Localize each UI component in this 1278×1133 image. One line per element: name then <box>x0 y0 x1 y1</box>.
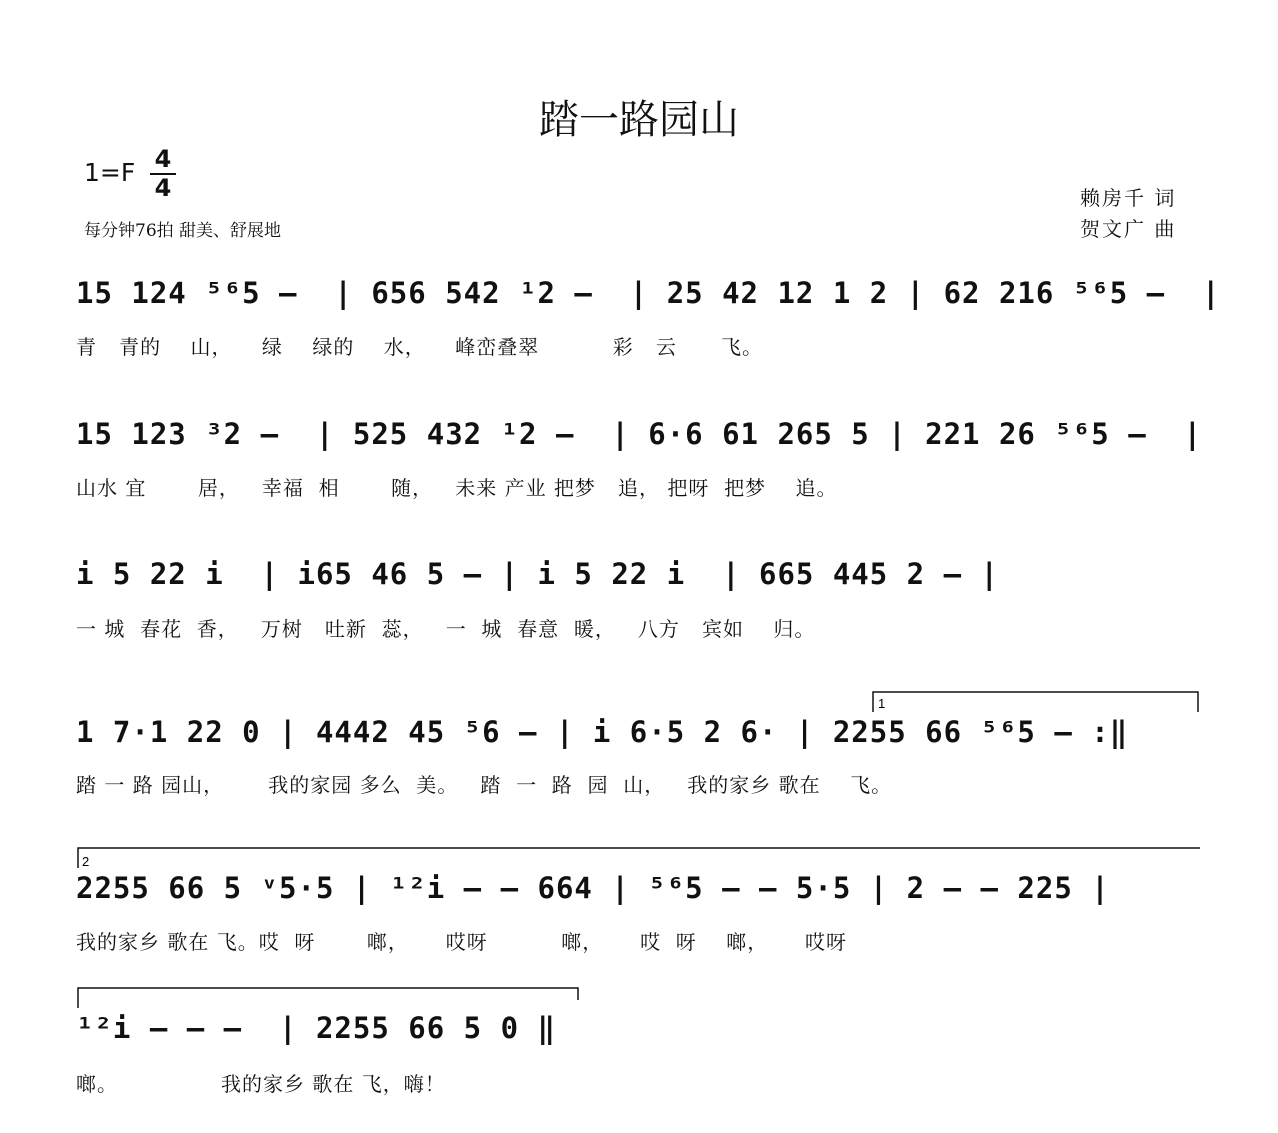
notation-line-2: 15 123 ³2 – | 525 432 ¹2 – | 6·6 61 265 5 | 221 26 ⁵⁶5 – | <box>76 417 1203 451</box>
lyrics-line-3: 一 城 春花 香， 万树 吐新 蕊， 一 城 春意 暖， 八方 宾如 归。 <box>76 617 816 641</box>
tempo-marking: 每分钟76拍 甜美、舒展地 <box>84 221 282 241</box>
lyrics-line-1: 青 青的 山， 绿 绿的 水， 峰峦叠翠 彩 云 飞。 <box>76 335 764 359</box>
notation-line-5: 2255 66 5 ᵛ5·5 | ¹²i – – 664 | ⁵⁶5 – – 5·5 | 2 – – 225 | <box>76 871 1110 905</box>
composer-credit: 贺文广 曲 <box>1080 217 1177 241</box>
lyrics-line-5: 我的家乡 歌在 飞。哎 呀 啷， 哎呀 啷， 哎 呀 啷， 哎呀 <box>76 930 848 954</box>
notation-line-4: 1 7·1 22 0 | 4442 45 ⁵6 – | i 6·5 2 6· | 2255 66 ⁵⁶5 – :‖ <box>76 715 1129 749</box>
lyrics-line-4: 踏 一 路 园山， 我的家园 多么 美。 踏 一 路 园 山， 我的家乡 歌在 飞。 <box>76 773 893 797</box>
notation-line-6: ¹²i – – – | 2255 66 5 0 ‖ <box>76 1011 556 1045</box>
lyrics-line-2: 山水 宜 居， 幸福 相 随， 未来 产业 把梦 追， 把呀 把梦 追。 <box>76 476 838 500</box>
key-signature: 1=F <box>84 158 136 187</box>
notation-line-3: i 5 22 i | i65 46 5 – | i 5 22 i | 665 445 2 – | <box>76 557 999 591</box>
time-signature-bottom: 4 <box>150 173 176 202</box>
lyricist-credit: 赖房千 词 <box>1080 186 1177 210</box>
lyrics-line-6: 啷。 我的家乡 歌在 飞，嗨！ <box>76 1072 446 1096</box>
notation-line-1: 15 124 ⁵⁶5 – | 656 542 ¹2 – | 25 42 12 1 2 | 62 216 ⁵⁶5 – | <box>76 276 1221 310</box>
time-signature-top: 4 <box>154 145 172 173</box>
volta-second-label: 2 <box>82 854 90 869</box>
song-title: 踏一路园山 <box>539 97 739 143</box>
volta-first-label: 1 <box>878 696 886 711</box>
